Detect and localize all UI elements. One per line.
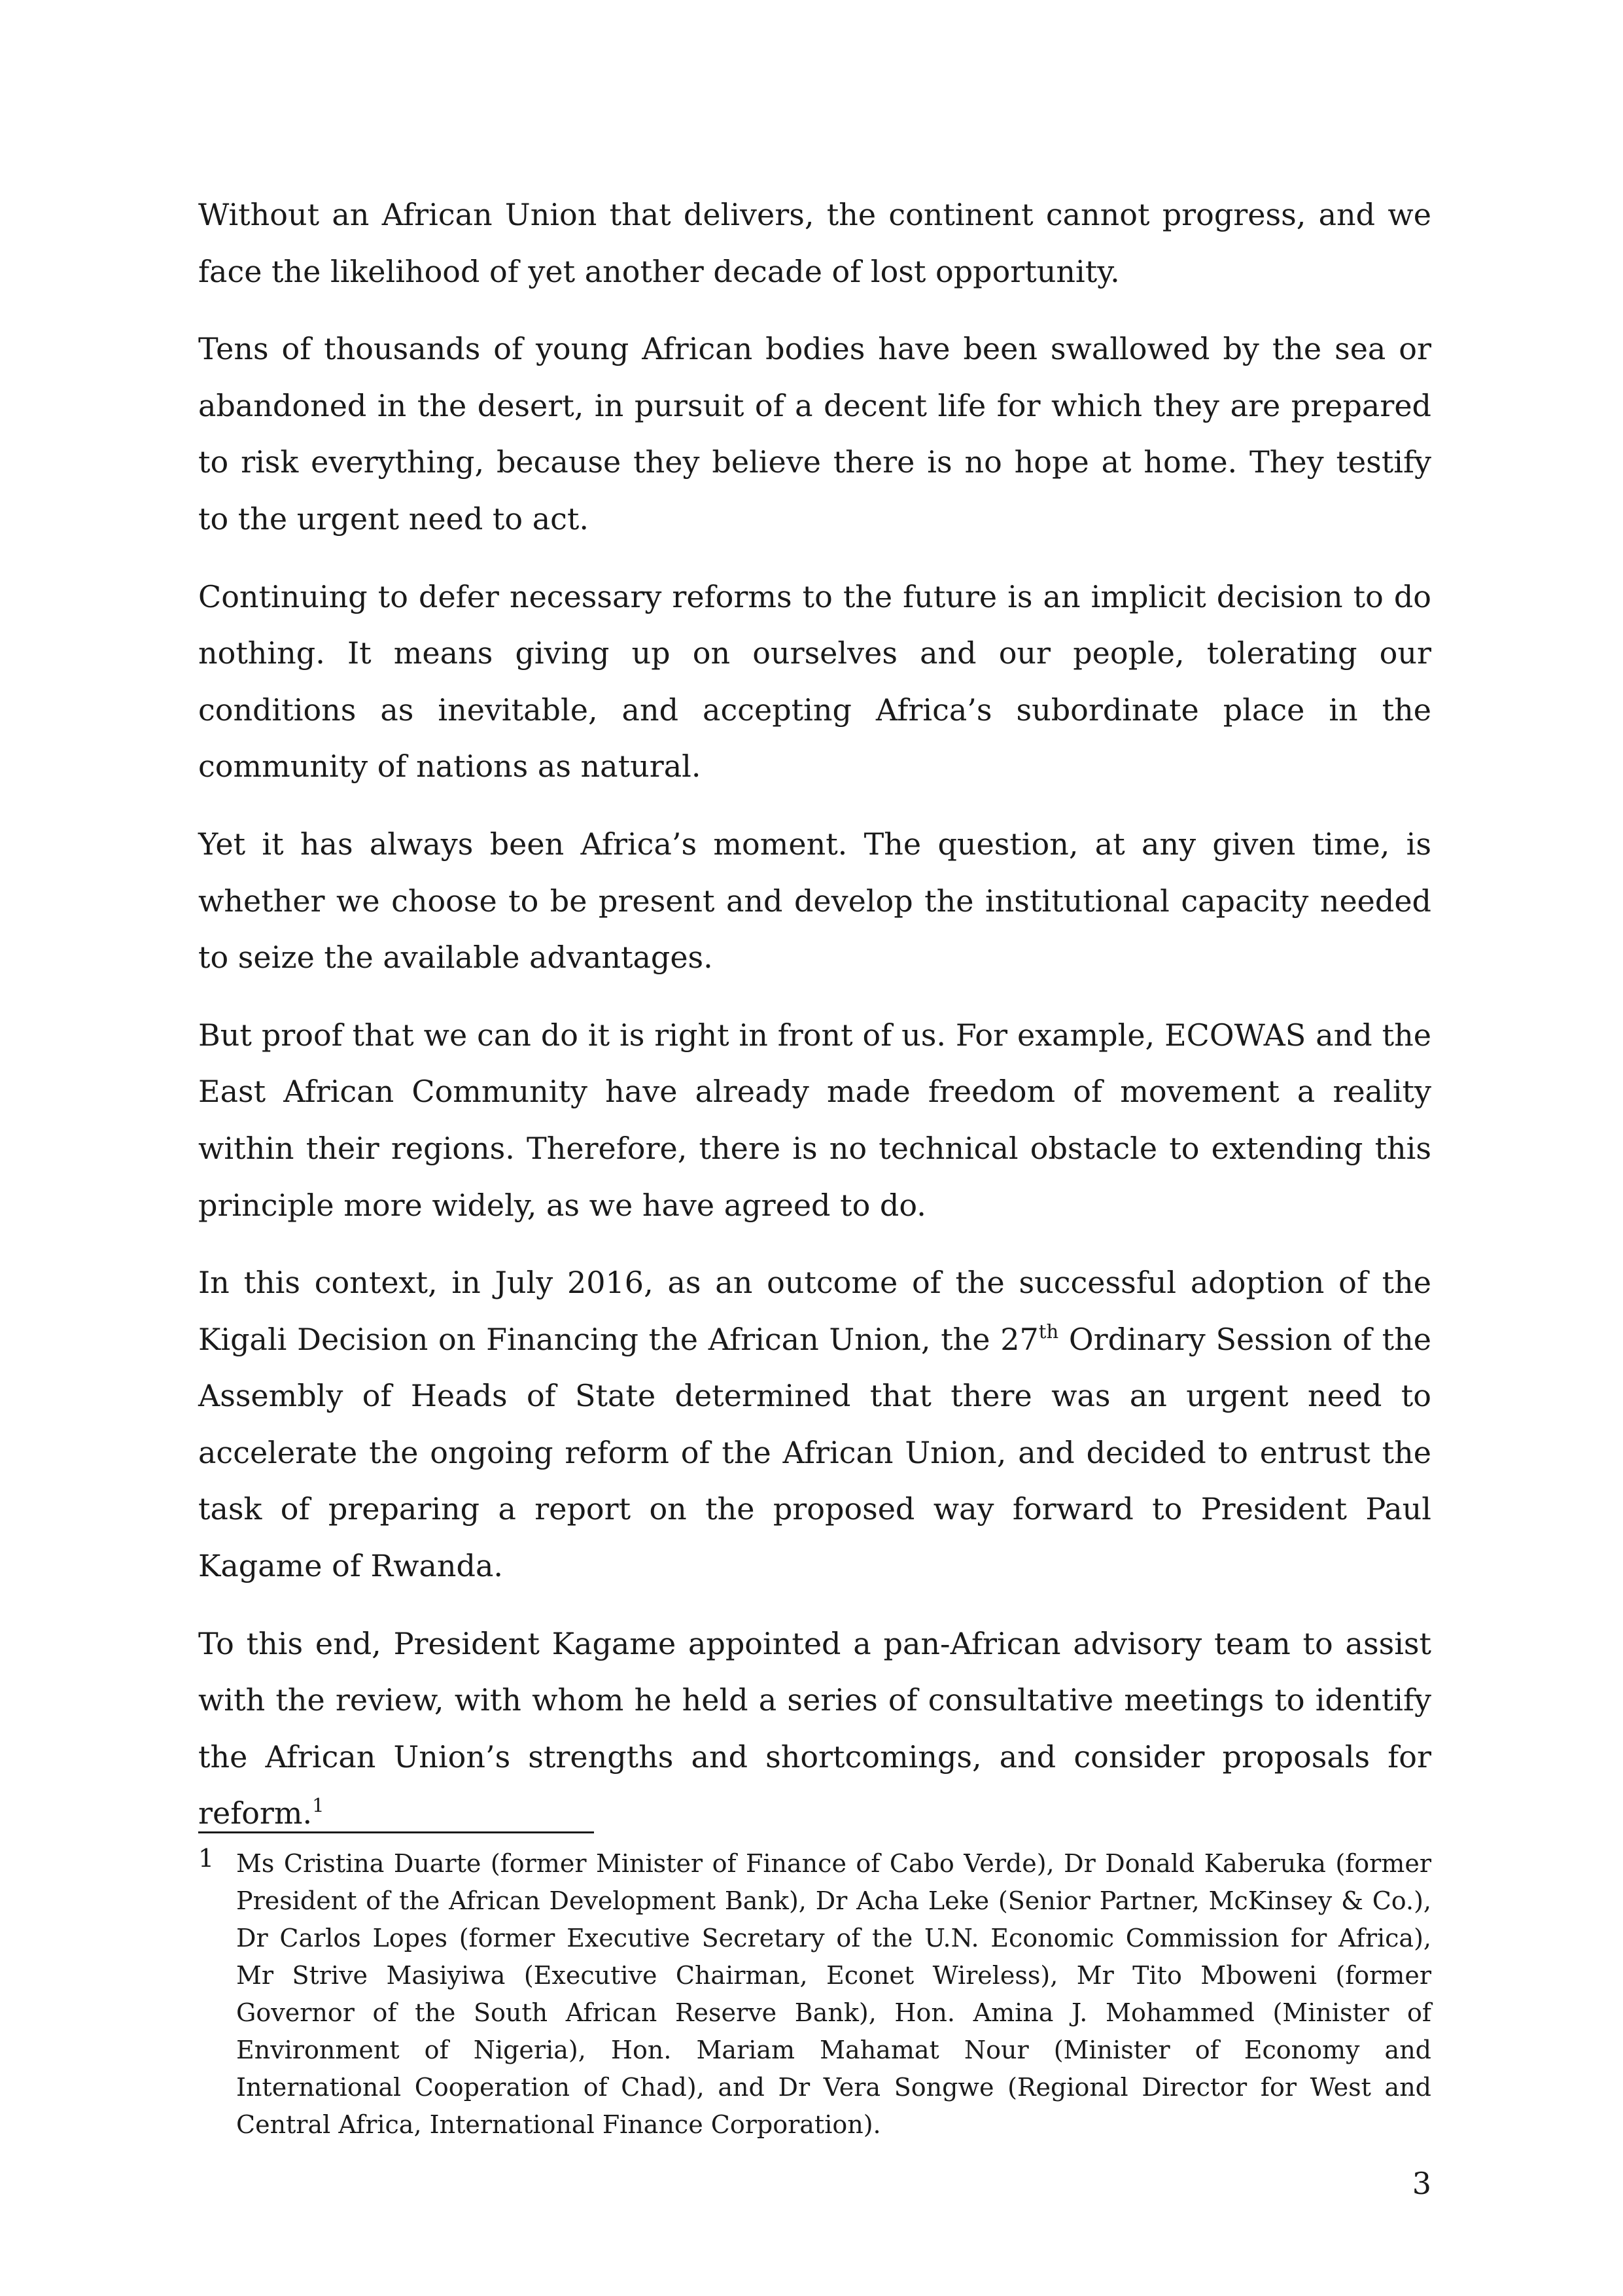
ordinal-superscript: th (1038, 1320, 1059, 1343)
kigali-text-after: Ordinary Session of the Assembly of Heads of State determined that there was an urgent need to accelerate the ongoing reform of the African Union, and decided to entrust the task of preparing a report on the proposed way forward to President Paul Kagame of Rwanda. (198, 1321, 1431, 1584)
paragraph-au-delivers: Without an African Union that delivers, the continent cannot progress, and we face the likelihood of yet another decade of lost opportunity. (198, 197, 1431, 289)
footnote-mark: 1 (198, 1844, 215, 1873)
footnote-text: Ms Cristina Duarte (former Minister of Finance of Cabo Verde), Dr Donald Kaberuka (former President of the African Development Bank), Dr Acha Leke (Senior Partner, McKinsey & Co.), Dr Carlos Lopes (former Executive Secretary of the U.N. Economic Commission for Africa), Mr Strive Masiyiwa (Executive Chairman, Econet Wireless), Mr Tito Mboweni (former Governor of the South African Reserve Bank), Hon. Amina J. Mohammed (Minister of Environment of Nigeria), Hon. Mariam Mahamat Nour (Minister of Economy and International Cooperation of Chad), and Dr Vera Songwe (Regional Director for West and Central Africa, International Finance Corporation). (236, 1849, 1431, 2139)
document-body (198, 186, 1431, 1863)
advisory-text: To this end, President Kagame appointed a pan-African advisory team to assist with the review, with whom he held a series of consultative meetings to identify the African Union’s strengths and shortcomings, and consider proposals for reform. (198, 1625, 1431, 1831)
paragraph-proof-ecowas: But proof that we can do it is right in front of us. For example, ECOWAS and the East African Community have already made freedom of movement a reality within their regions. Therefore, there is no technical obstacle to extending this principle more widely, as we have agreed to do. (198, 1017, 1431, 1223)
paragraph-kigali-decision (198, 1254, 1431, 1595)
paragraph-advisory-team (198, 1616, 1431, 1842)
footnote (198, 1845, 1431, 2144)
paragraph-defer-reforms: Continuing to defer necessary reforms to the future is an implicit decision to do nothing. It means giving up on ourselves and our people, tolerating our conditions as inevitable, and accepting Africa’s subordinate place in the community of nations as natural. (198, 578, 1431, 785)
footnote-separator (198, 1831, 594, 1833)
footnote-reference[interactable]: 1 (312, 1794, 324, 1817)
page-number: 3 (1412, 2166, 1431, 2201)
kigali-text-before: In this context, in July 2016, as an outcome of the successful adoption of the Kigali Decision on Financing the African Union, the 27 (198, 1265, 1431, 1357)
paragraph-young-africans: Tens of thousands of young African bodies have been swallowed by the sea or abandoned in the desert, in pursuit of a decent life for which they are prepared to risk everything, because they believe there is no hope at home. They testify to the urgent need to act. (198, 331, 1431, 537)
paragraph-africas-moment: Yet it has always been Africa’s moment. The question, at any given time, is whether we choose to be present and develop the institutional capacity needed to seize the available advantages. (198, 826, 1431, 976)
